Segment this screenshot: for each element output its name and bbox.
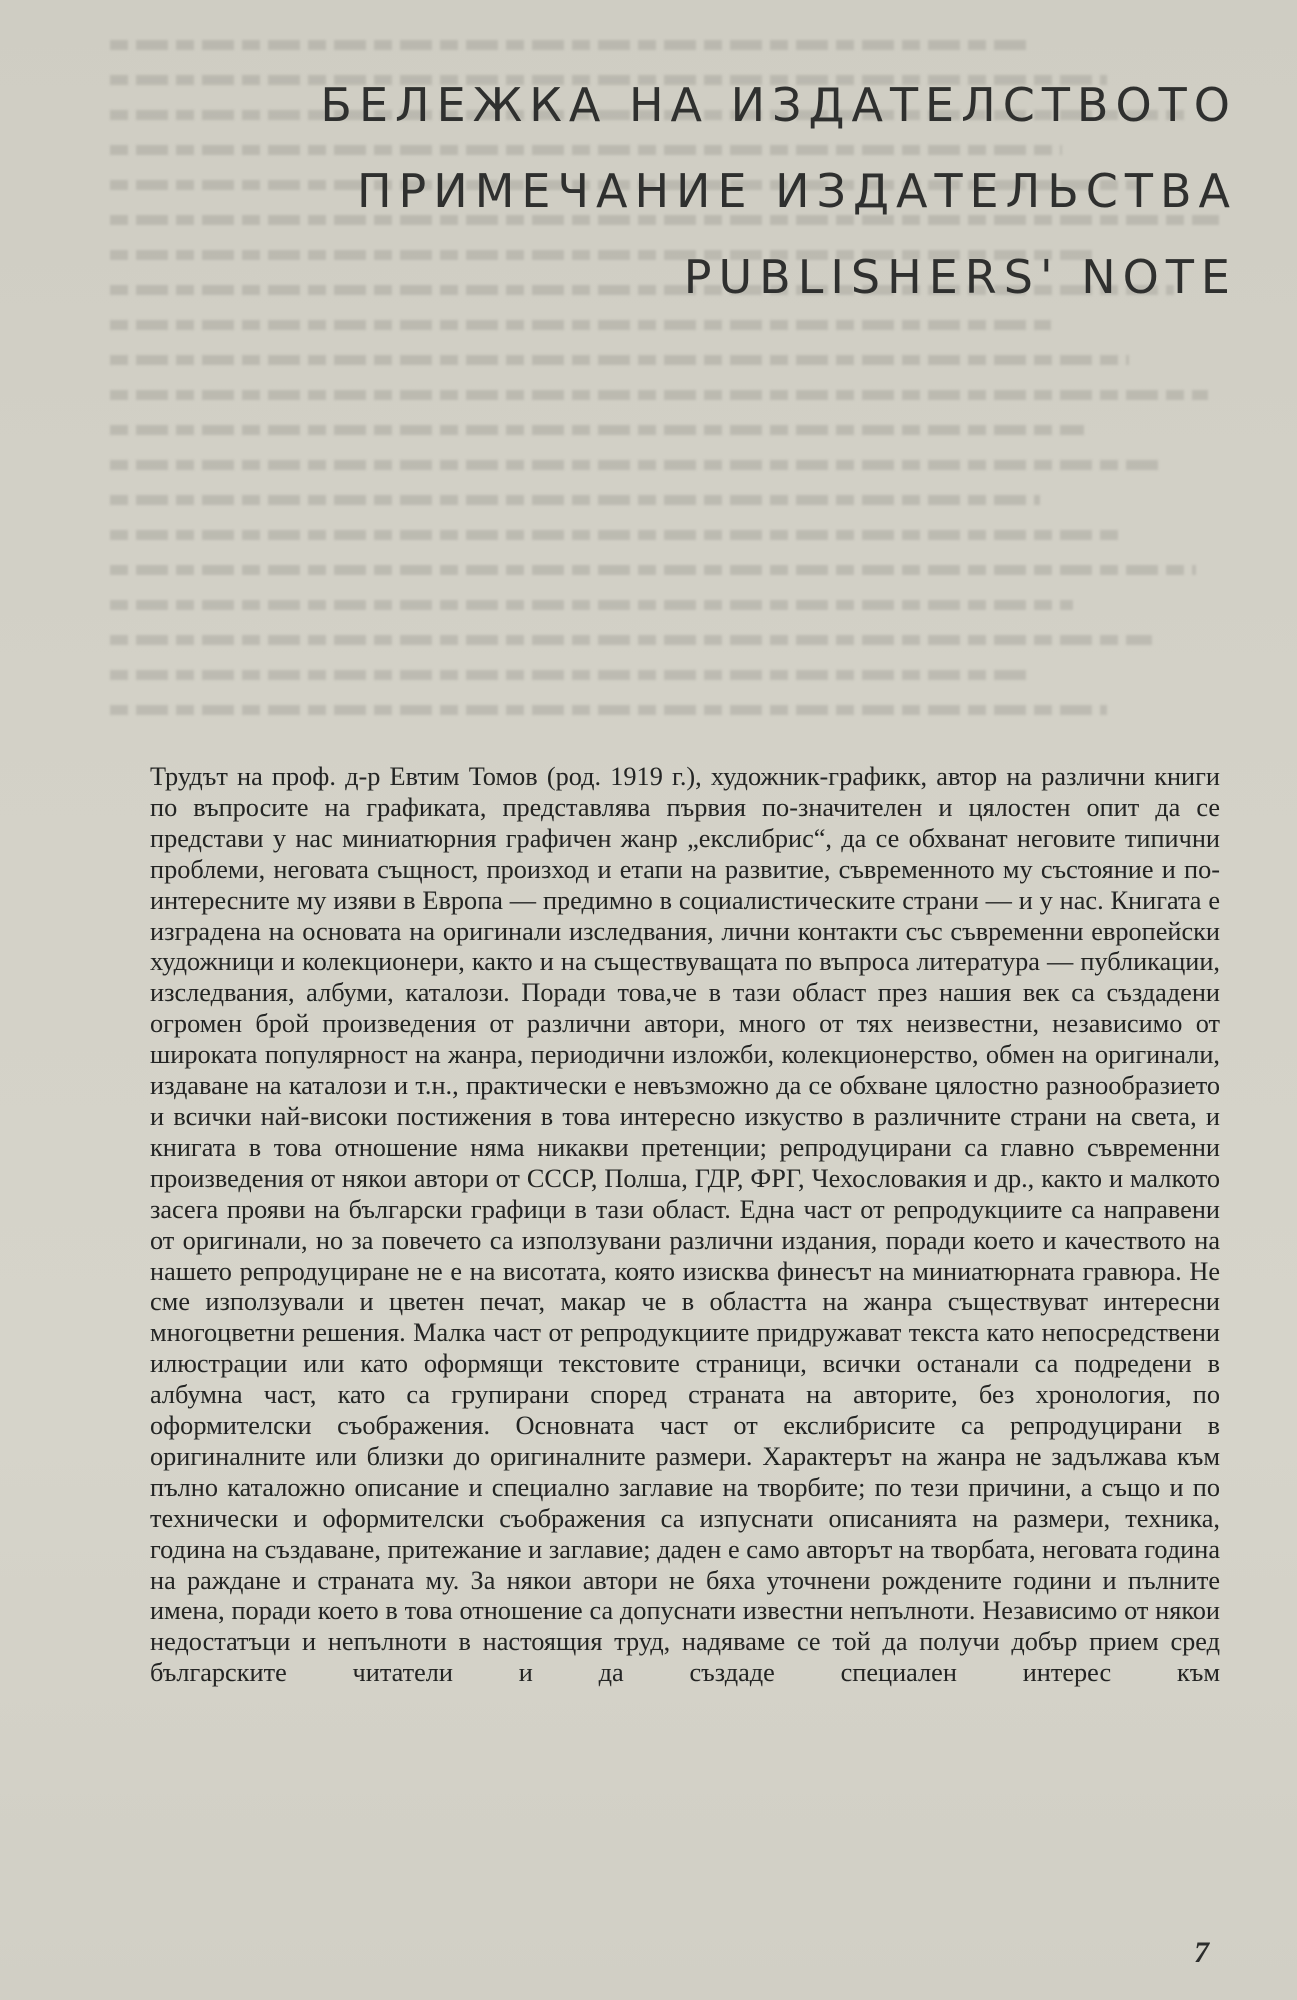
heading-russian: ПРИМЕЧАНИЕ ИЗДАТЕЛЬСТВА xyxy=(356,164,1237,218)
body-paragraph xyxy=(150,762,1220,1689)
show-through-line xyxy=(110,670,1028,680)
heading-english: PUBLISHERS' NOTE xyxy=(683,250,1237,304)
show-through-line xyxy=(110,40,1028,50)
show-through-line xyxy=(110,565,1196,575)
show-through-line xyxy=(110,460,1163,470)
show-through-line xyxy=(110,355,1129,365)
heading-block xyxy=(320,62,1237,320)
heading-bulgarian: БЕЛЕЖКА НА ИЗДАТЕЛСТВОТО xyxy=(320,78,1237,132)
show-through-line xyxy=(110,320,1051,330)
show-through-line xyxy=(110,530,1118,540)
show-through-line xyxy=(110,705,1107,715)
show-through-line xyxy=(110,425,1084,435)
show-through-line xyxy=(110,600,1073,610)
show-through-line xyxy=(110,495,1040,505)
show-through-line xyxy=(110,635,1152,645)
show-through-line xyxy=(110,390,1208,400)
body-text: Трудът на проф. д-р Евтим Томов (род. 1919 г.), художник-графикк, автор на различни книги по въпросите на графиката, представлява първия по-значителен и цялостен опит да се представи у нас миниатюрния графичен жанр „екслибрис“, да се обхванат неговите типични проблеми, неговата същност, произход и етапи на развитие, съвременното му състояние и по-интересните му изяви в Европа — предимно в социалистическите страни — и у нас. Книгата е изградена на основата на оригинали изследвания, лични контакти със съвременни европейски художници и колекционери, както и на съществуващата по въпроса литература — публикации, изследвания, албуми, каталози. Поради това,че в тази област през нашия век са създадени огромен брой произведения от различни автори, много от тях неизвестни, независимо от широката популярност на жанра, периодични изложби, колекционерство, обмен на оригинали, издаване на каталози и т.н., практически е невъзможно да се обхване цялостно разнообразието и всички най-високи постижения в това интересно изкуство в различните страни на света, и книгата в това отношение няма никакви претенции; репродуцирани са главно съвременни произведения от някои автори от СССР, Полша, ГДР, ФРГ, Чехословакия и др., както и малкото засега прояви на български графици в тази област. Една част от репродукциите са направени от оригинали, но за повечето са използувани различни издания, поради което и качеството на нашето репродуциране не е на висотата, която изисква финесът на миниатюрната гравюра. Не сме използували и цветен печат, макар че в областта на жанра съществуват интересни многоцветни решения. Малка част от репродукциите придружават текста като непосредствени илюстрации или като оформящи текстовите страници, всички останали са подредени в албумна част, като са групирани според страната на авторите, без хронология, по оформителски съображения. Основната част от екслибрисите са репродуцирани в оригиналните или близки до оригиналните размери. Характерът на жанра не задължава към пълно каталожно описание и специално заглавие на творбите; по тези причини, а също и по технически и оформителски съображения са изпуснати описанията на размери, техника, година на създаване, притежание и заглавие; даден е само авторът на творбата, неговата година на раждане и страната му. За някои автори не бяха уточнени рождените години и пълните имена, поради което в това отношение са допуснати известни непълноти. Независимо от някои недостатъци и непълноти в настоящия труд, надяваме се той да получи добър прием сред българските читатели и да създаде специален интерес към xyxy=(150,762,1220,1688)
page-number: 7 xyxy=(1194,1936,1209,1969)
